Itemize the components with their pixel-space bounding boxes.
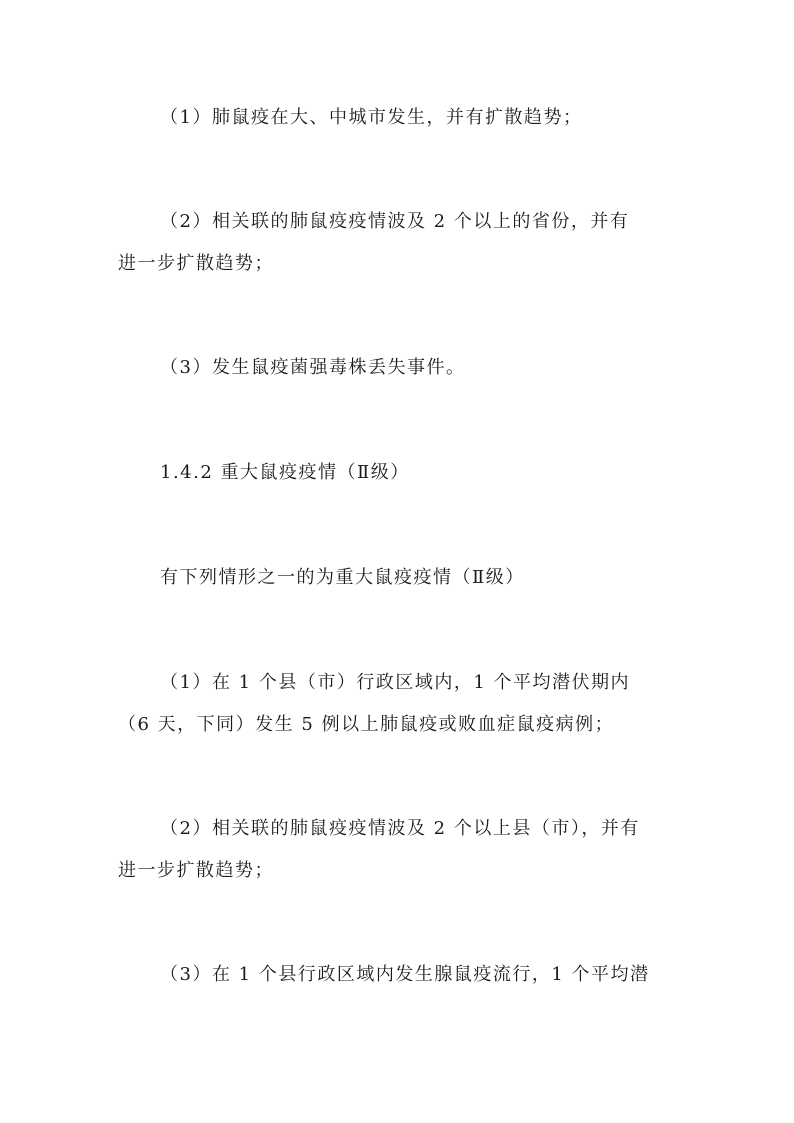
paragraph-1-line-1: （1）肺鼠疫在大、中城市发生，并有扩散趋势； — [160, 107, 583, 128]
paragraph-8-line-1: （3）在 1 个县行政区域内发生腺鼠疫流行，1 个平均潜 — [160, 964, 650, 985]
section-heading: 1.4.2 重大鼠疫疫情（Ⅱ级） — [160, 462, 410, 483]
paragraph-7-line-1: （2）相关联的肺鼠疫疫情波及 2 个以上县（市），并有 — [160, 818, 640, 839]
paragraph-2-line-1: （2）相关联的肺鼠疫疫情波及 2 个以上的省份，并有 — [160, 211, 630, 232]
paragraph-5-line-1: 有下列情形之一的为重大鼠疫疫情（Ⅱ级） — [160, 567, 525, 588]
paragraph-3-line-1: （3）发生鼠疫菌强毒株丢失事件。 — [160, 357, 466, 378]
paragraph-6-line-2: （6 天，下同）发生 5 例以上肺鼠疫或败血症鼠疫病例； — [118, 714, 615, 735]
paragraph-7-line-2: 进一步扩散趋势； — [118, 860, 274, 881]
paragraph-2-line-2: 进一步扩散趋势； — [118, 253, 274, 274]
paragraph-6-line-1: （1）在 1 个县（市）行政区域内，1 个平均潜伏期内 — [160, 672, 631, 693]
